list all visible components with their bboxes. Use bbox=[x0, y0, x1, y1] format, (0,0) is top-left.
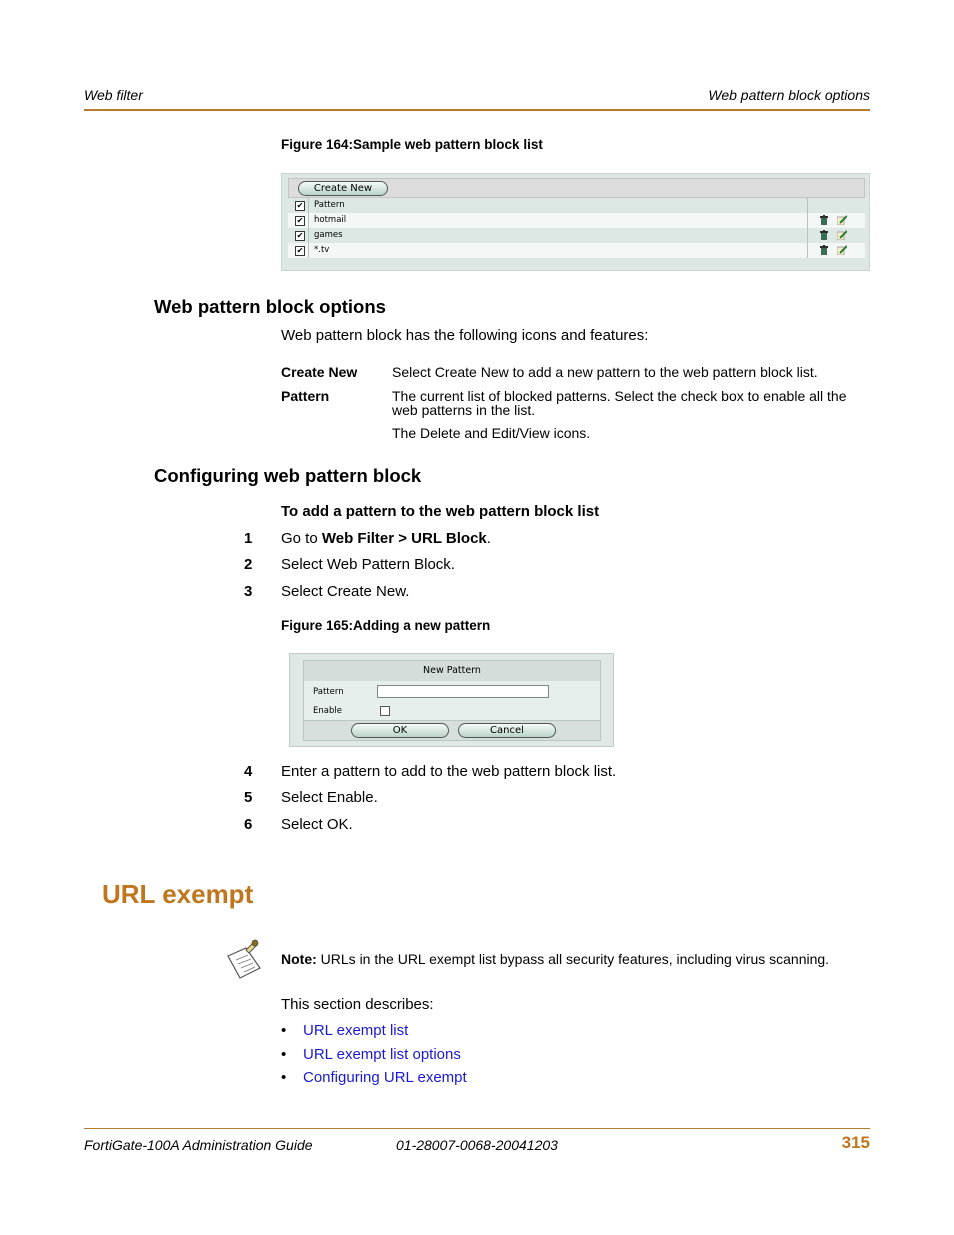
link-configuring-url-exempt[interactable]: Configuring URL exempt bbox=[303, 1069, 467, 1086]
definition-desc: The Delete and Edit/View icons. bbox=[392, 425, 591, 441]
edit-icon[interactable] bbox=[837, 215, 847, 225]
column-divider bbox=[807, 228, 808, 243]
step-text: Enter a pattern to add to the web pattern block list. bbox=[281, 763, 617, 780]
running-header-right: Web pattern block options bbox=[708, 87, 870, 103]
pattern-input[interactable] bbox=[377, 685, 549, 698]
footer-guide-title: FortiGate-100A Administration Guide bbox=[84, 1137, 313, 1153]
page-number: 315 bbox=[841, 1133, 870, 1152]
footer-doc-number: 01-28007-0068-20041203 bbox=[396, 1137, 558, 1153]
step-number: 2 bbox=[244, 556, 253, 573]
step-text: Select Enable. bbox=[281, 789, 378, 806]
bullet: • bbox=[281, 1046, 287, 1063]
new-pattern-dialog bbox=[303, 660, 601, 741]
figure-164-caption: Figure 164:Sample web pattern block list bbox=[281, 137, 543, 152]
header-rule bbox=[84, 109, 870, 111]
bullet: • bbox=[281, 1022, 287, 1039]
running-header-left: Web filter bbox=[84, 87, 143, 103]
step-text-post: . bbox=[486, 530, 491, 547]
note-text bbox=[281, 951, 829, 967]
pattern-label: Pattern bbox=[313, 687, 344, 697]
procedure-title: To add a pattern to the web pattern block list bbox=[281, 503, 600, 520]
row-checkbox[interactable]: ✔ bbox=[296, 216, 304, 225]
figure-164 bbox=[281, 173, 870, 271]
cancel-button[interactable]: Cancel bbox=[458, 723, 556, 738]
section-heading-configuring-web-pattern-block: Configuring web pattern block bbox=[154, 465, 422, 486]
menu-path: Web Filter > URL Block bbox=[321, 530, 487, 547]
note-icon bbox=[224, 938, 266, 980]
column-divider bbox=[807, 198, 808, 213]
step-number: 5 bbox=[244, 789, 253, 806]
select-all-checkbox[interactable]: ✔ bbox=[296, 201, 304, 210]
step-text: Select Create New. bbox=[281, 583, 410, 600]
note-body: URLs in the URL exempt list bypass all security features, including virus scanning. bbox=[316, 951, 830, 967]
step-number: 1 bbox=[244, 530, 253, 547]
column-divider bbox=[308, 213, 309, 228]
table-row bbox=[288, 213, 865, 228]
delete-icon[interactable] bbox=[819, 230, 829, 240]
definition-term: Pattern bbox=[281, 388, 330, 404]
column-divider bbox=[308, 243, 309, 258]
row-checkbox[interactable]: ✔ bbox=[296, 231, 304, 240]
step-number: 6 bbox=[244, 816, 253, 833]
column-header-pattern: Pattern bbox=[314, 200, 345, 210]
intro-text: Web pattern block has the following icons and features: bbox=[281, 327, 649, 344]
table-row bbox=[288, 228, 865, 243]
table-header-row bbox=[288, 198, 865, 213]
dialog-button-bar bbox=[304, 720, 600, 740]
step-text: Select Web Pattern Block. bbox=[281, 556, 455, 573]
edit-icon[interactable] bbox=[837, 230, 847, 240]
figure-165 bbox=[289, 653, 614, 747]
step-text bbox=[281, 530, 491, 547]
chapter-heading-url-exempt: URL exempt bbox=[102, 879, 254, 909]
pattern-cell: games bbox=[314, 230, 343, 240]
note-label: Note: bbox=[281, 951, 317, 967]
step-number: 3 bbox=[244, 583, 253, 600]
dialog-title: New Pattern bbox=[304, 661, 600, 681]
column-divider bbox=[308, 198, 309, 213]
step-text-pre: Go to bbox=[281, 530, 322, 547]
link-url-exempt-list[interactable]: URL exempt list bbox=[303, 1022, 409, 1039]
link-url-exempt-list-options[interactable]: URL exempt list options bbox=[303, 1046, 461, 1063]
row-checkbox[interactable]: ✔ bbox=[296, 246, 304, 255]
definition-desc: Select Create New to add a new pattern to the web pattern block list. bbox=[392, 364, 818, 380]
pattern-cell: hotmail bbox=[314, 215, 347, 225]
footer-rule bbox=[84, 1128, 870, 1129]
bullet: • bbox=[281, 1069, 287, 1086]
enable-checkbox[interactable] bbox=[380, 706, 390, 716]
table-row bbox=[288, 243, 865, 258]
definition-desc: The current list of blocked patterns. Select the check box to enable all the bbox=[392, 388, 847, 404]
definition-term: Create New bbox=[281, 364, 358, 380]
create-new-button[interactable]: Create New bbox=[298, 181, 388, 196]
toolbar bbox=[288, 178, 865, 198]
definition-desc: web patterns in the list. bbox=[392, 402, 536, 418]
enable-label: Enable bbox=[313, 706, 342, 716]
column-divider bbox=[807, 213, 808, 228]
edit-icon[interactable] bbox=[837, 245, 847, 255]
column-divider bbox=[308, 228, 309, 243]
describes-text: This section describes: bbox=[281, 996, 434, 1013]
step-text: Select OK. bbox=[281, 816, 353, 833]
section-heading-web-pattern-block-options: Web pattern block options bbox=[154, 296, 386, 317]
figure-165-caption: Figure 165:Adding a new pattern bbox=[281, 618, 491, 633]
pattern-cell: *.tv bbox=[314, 245, 330, 255]
delete-icon[interactable] bbox=[819, 245, 829, 255]
delete-icon[interactable] bbox=[819, 215, 829, 225]
step-number: 4 bbox=[244, 763, 253, 780]
column-divider bbox=[807, 243, 808, 258]
ok-button[interactable]: OK bbox=[351, 723, 449, 738]
